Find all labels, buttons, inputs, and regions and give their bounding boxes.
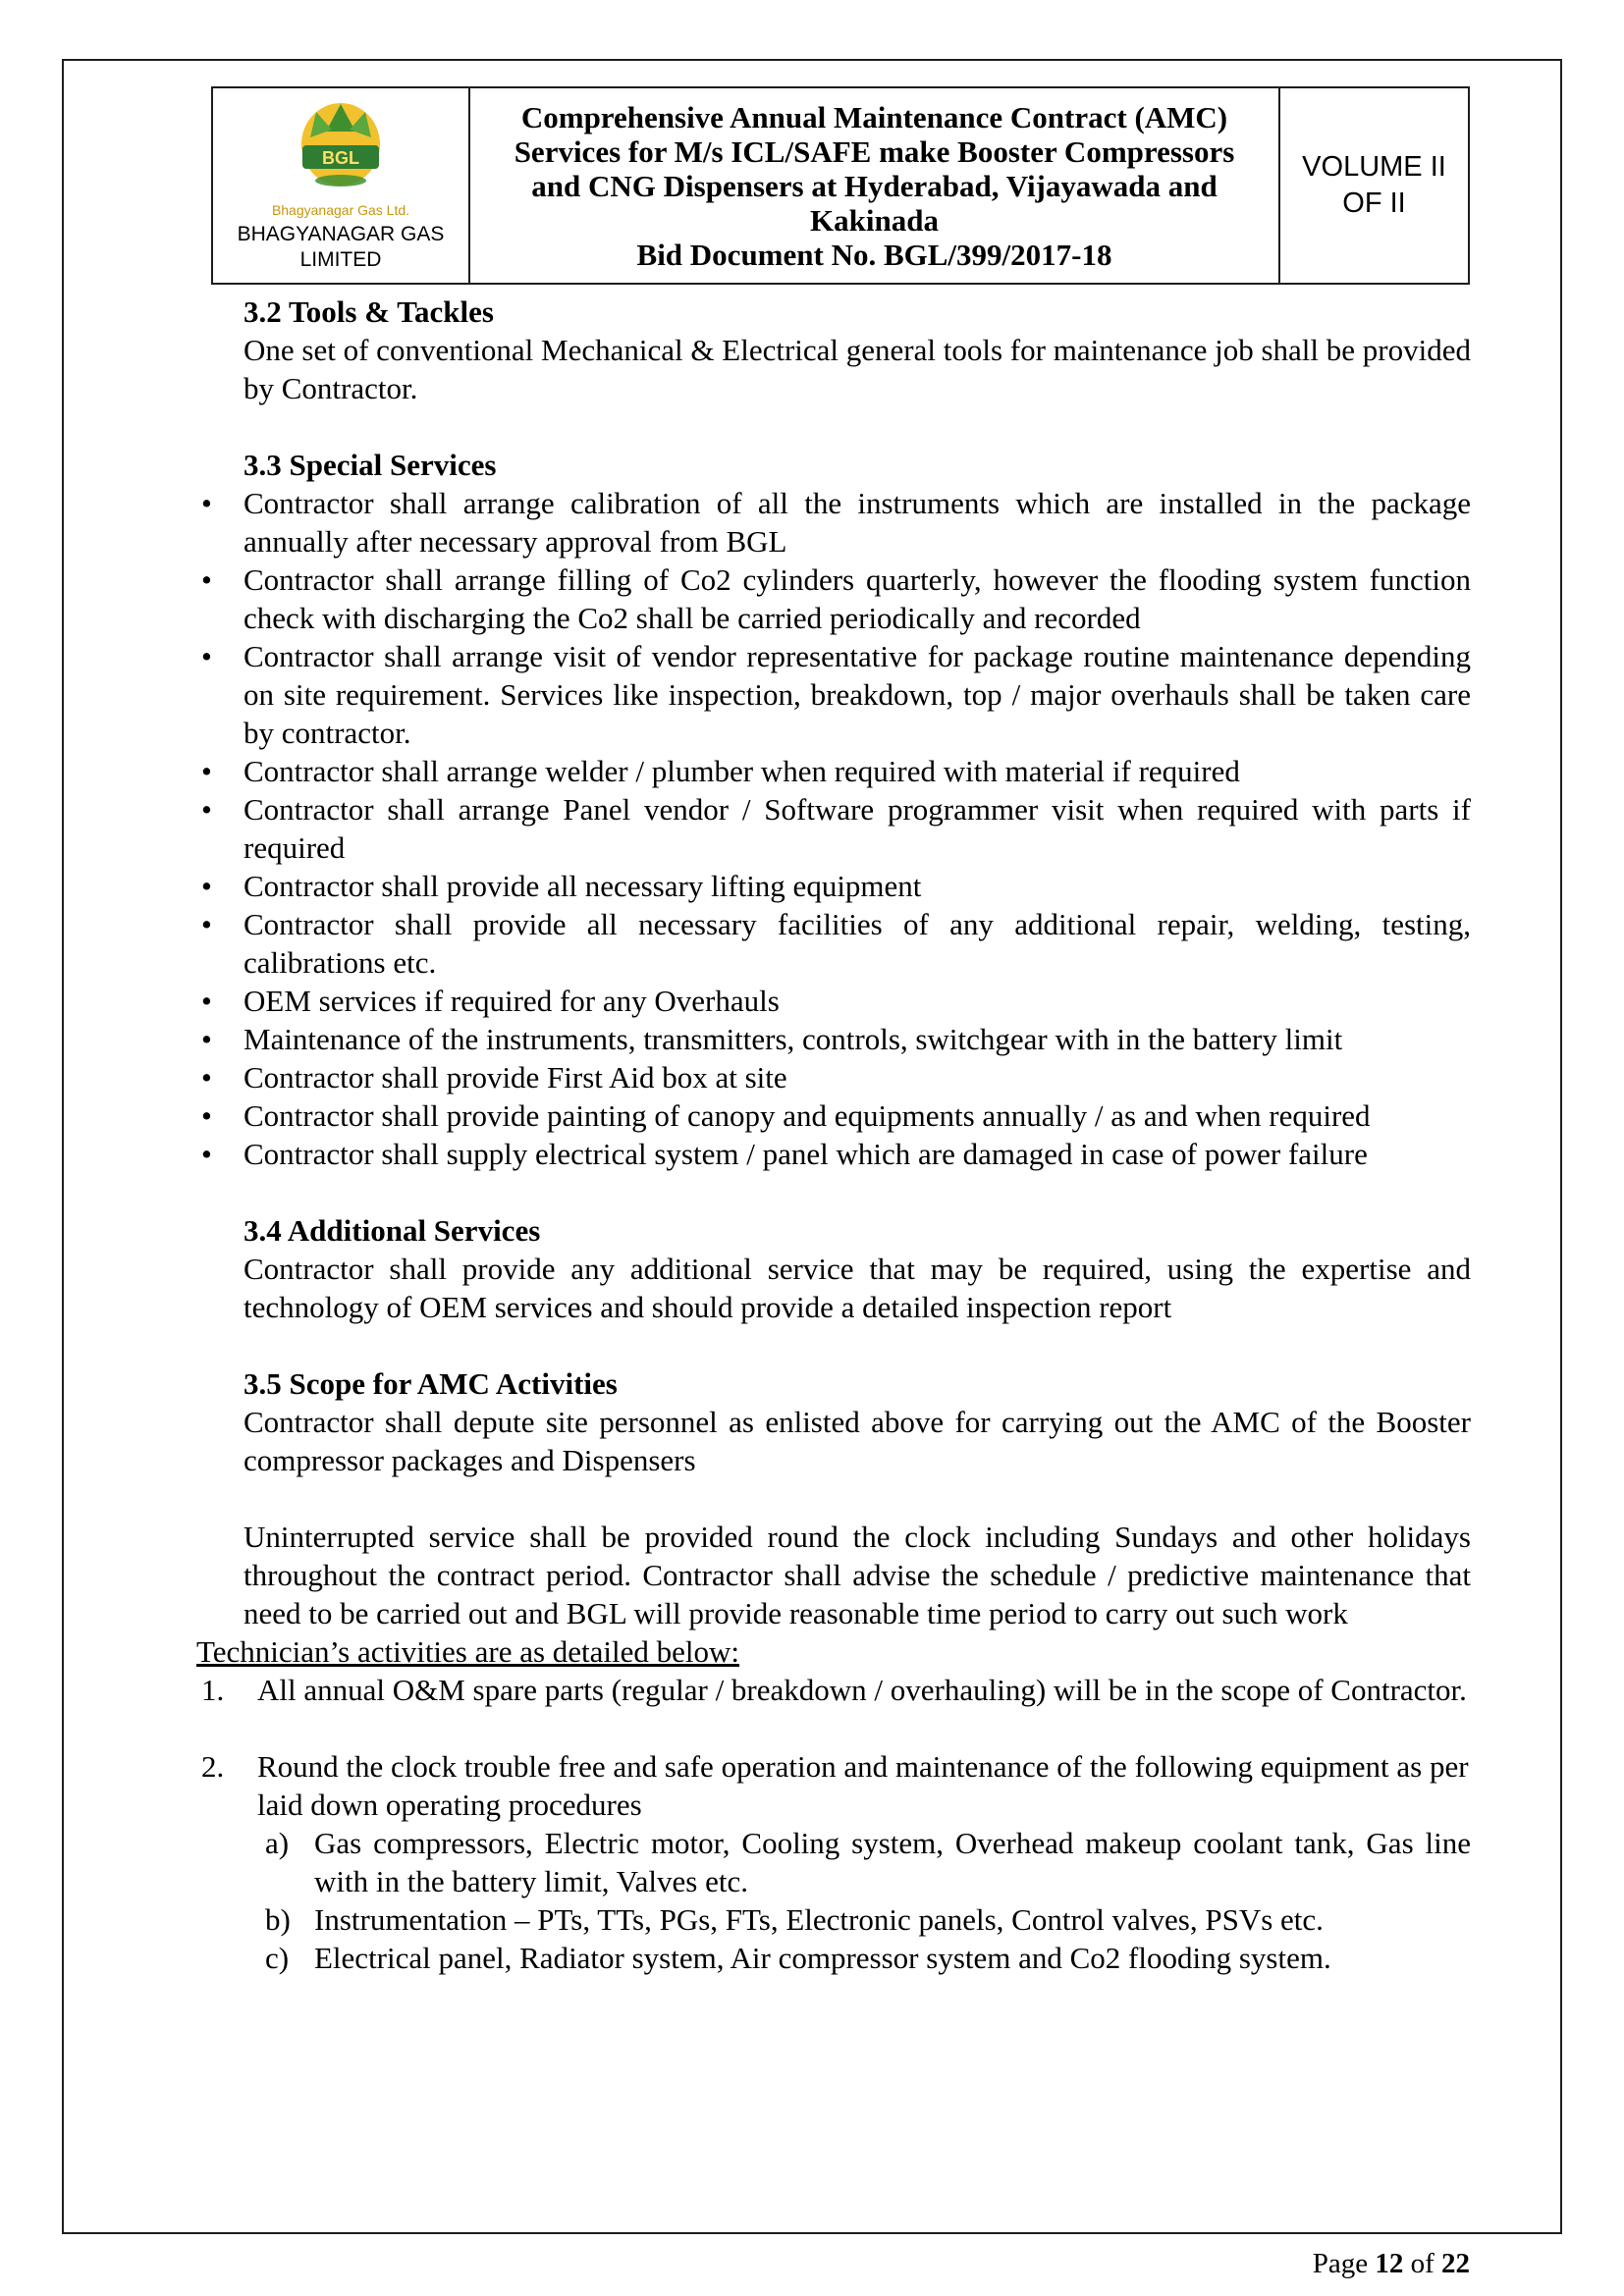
footer-total-pages: 22 <box>1441 2248 1470 2279</box>
sub-item-marker: a) <box>265 1826 290 1860</box>
section-3-5-body-1: Contractor shall depute site personnel as enlisted above for carrying out the AMC of the Booster compressor packages and Dispensers <box>244 1405 1471 1477</box>
list-item-text: Maintenance of the instruments, transmitters, controls, switchgear with in the battery limit <box>244 1022 1343 1056</box>
logo-tagline: Bhagyanagar Gas Ltd. <box>271 202 410 218</box>
sub-item-text: Instrumentation – PTs, TTs, PGs, FTs, Electronic panels, Control valves, PSVs etc. <box>314 1902 1324 1937</box>
section-3-4-heading: 3.4 Additional Services <box>244 1213 541 1248</box>
sub-item-marker: b) <box>265 1902 291 1937</box>
list-item <box>201 561 1471 637</box>
bullet-icon: • <box>201 486 212 520</box>
list-item <box>201 867 1471 905</box>
list-item-text: Contractor shall arrange Panel vendor / Software programmer visit when required with parts if required <box>244 792 1471 865</box>
list-item <box>201 1096 1471 1135</box>
bgl-logo <box>267 98 414 200</box>
section-3-5-heading: 3.5 Scope for AMC Activities <box>244 1366 618 1401</box>
bullet-icon: • <box>201 639 212 673</box>
list-item-text: Contractor shall arrange filling of Co2 cylinders quarterly, however the flooding system function check with discharging the Co2 shall be carried periodically and recorded <box>244 562 1471 635</box>
sub-list-item <box>265 1939 1471 1977</box>
sub-list-item <box>265 1900 1471 1939</box>
list-item <box>201 1020 1471 1058</box>
bullet-icon: • <box>201 1137 212 1171</box>
bullet-icon: • <box>201 562 212 597</box>
list-item <box>201 1135 1471 1173</box>
section-3-5-body-2: Uninterrupted service shall be provided round the clock including Sundays and other holidays throughout the contract period. Contractor shall advise the schedule / predictive maintenance that need to be carried out and BGL will provide reasonable time period to carry out such work <box>244 1520 1471 1630</box>
section-3-4-body: Contractor shall provide any additional service that may be required, using the expertise and technology of OEM services and should provide a detailed inspection report <box>244 1252 1471 1324</box>
numbered-item-marker: 2. <box>201 1749 225 1784</box>
bullet-icon: • <box>201 907 212 941</box>
sub-item-text: Gas compressors, Electric motor, Cooling system, Overhead makeup coolant tank, Gas line with in the battery limit, Valves etc. <box>314 1826 1471 1898</box>
bullet-icon: • <box>201 1022 212 1056</box>
technician-activities-intro: Technician’s activities are as detailed below: <box>196 1634 740 1669</box>
list-item-text: Contractor shall arrange calibration of all the instruments which are installed in the package annually after necessary approval from BGL <box>244 486 1471 559</box>
list-item <box>201 1058 1471 1096</box>
list-item <box>201 752 1471 790</box>
bullet-icon: • <box>201 792 212 827</box>
list-item-text: OEM services if required for any Overhauls <box>244 984 780 1018</box>
special-services-list <box>201 484 1471 1173</box>
volume-cell <box>1278 88 1468 283</box>
footer-of: of <box>1403 2248 1441 2279</box>
list-item <box>201 484 1471 561</box>
bullet-icon: • <box>201 754 212 788</box>
doc-title: Comprehensive Annual Maintenance Contract (AMC) Services for M/s ICL/SAFE make Booster Compressors and CNG Dispensers at Hyderabad, Vijayawada and Kakinada <box>514 99 1235 238</box>
bullet-icon: • <box>201 984 212 1018</box>
list-item-text: Contractor shall provide all necessary facilities of any additional repair, welding, testing, calibrations etc. <box>244 907 1471 980</box>
sub-list-item <box>265 1824 1471 1900</box>
numbered-item <box>201 1671 1471 1709</box>
volume-label: VOLUME II OF II <box>1302 151 1446 219</box>
numbered-item-marker: 1. <box>201 1673 225 1707</box>
title-cell <box>468 88 1278 283</box>
section-3-3-heading: 3.3 Special Services <box>244 448 497 482</box>
numbered-item-text: All annual O&M spare parts (regular / breakdown / overhauling) will be in the scope of Contractor. <box>257 1673 1467 1707</box>
page-footer <box>1313 2248 1470 2280</box>
list-item <box>201 905 1471 982</box>
footer-page-number: 12 <box>1375 2248 1404 2279</box>
list-item-text: Contractor shall arrange visit of vendor representative for package routine maintenance depending on site requirement. Services like inspection, breakdown, top / major overhauls shall be taken care by contractor. <box>244 639 1471 750</box>
company-name: BHAGYANAGAR GAS LIMITED <box>237 223 445 271</box>
bullet-icon: • <box>201 1060 212 1095</box>
sub-item-text: Electrical panel, Radiator system, Air compressor system and Co2 flooding system. <box>314 1941 1331 1975</box>
bullet-icon: • <box>201 1098 212 1133</box>
list-item <box>201 790 1471 867</box>
bullet-icon: • <box>201 869 212 903</box>
bid-document-number: Bid Document No. BGL/399/2017-18 <box>636 237 1112 272</box>
bgl-logo-graphic <box>267 98 414 200</box>
header-table <box>211 86 1470 285</box>
logo-monogram: BGL <box>322 148 359 168</box>
list-item-text: Contractor shall provide all necessary lifting equipment <box>244 869 922 903</box>
list-item <box>201 982 1471 1020</box>
list-item-text: Contractor shall arrange welder / plumber when required with material if required <box>244 754 1240 788</box>
list-item <box>201 637 1471 752</box>
numbered-item-text: Round the clock trouble free and safe operation and maintenance of the following equipment as per laid down operating procedures <box>257 1749 1469 1822</box>
footer-prefix: Page <box>1312 2248 1376 2279</box>
numbered-item <box>201 1747 1471 1824</box>
list-item-text: Contractor shall provide First Aid box at site <box>244 1060 787 1095</box>
logo-cell <box>213 88 468 283</box>
list-item-text: Contractor shall provide painting of canopy and equipments annually / as and when required <box>244 1098 1371 1133</box>
section-3-2-body: One set of conventional Mechanical & Electrical general tools for maintenance job shall be provided by Contractor. <box>244 333 1471 405</box>
section-3-2-heading: 3.2 Tools & Tackles <box>244 294 494 329</box>
sub-item-marker: c) <box>265 1941 290 1975</box>
list-item-text: Contractor shall supply electrical system / panel which are damaged in case of power failure <box>244 1137 1368 1171</box>
document-body <box>196 287 1471 1977</box>
